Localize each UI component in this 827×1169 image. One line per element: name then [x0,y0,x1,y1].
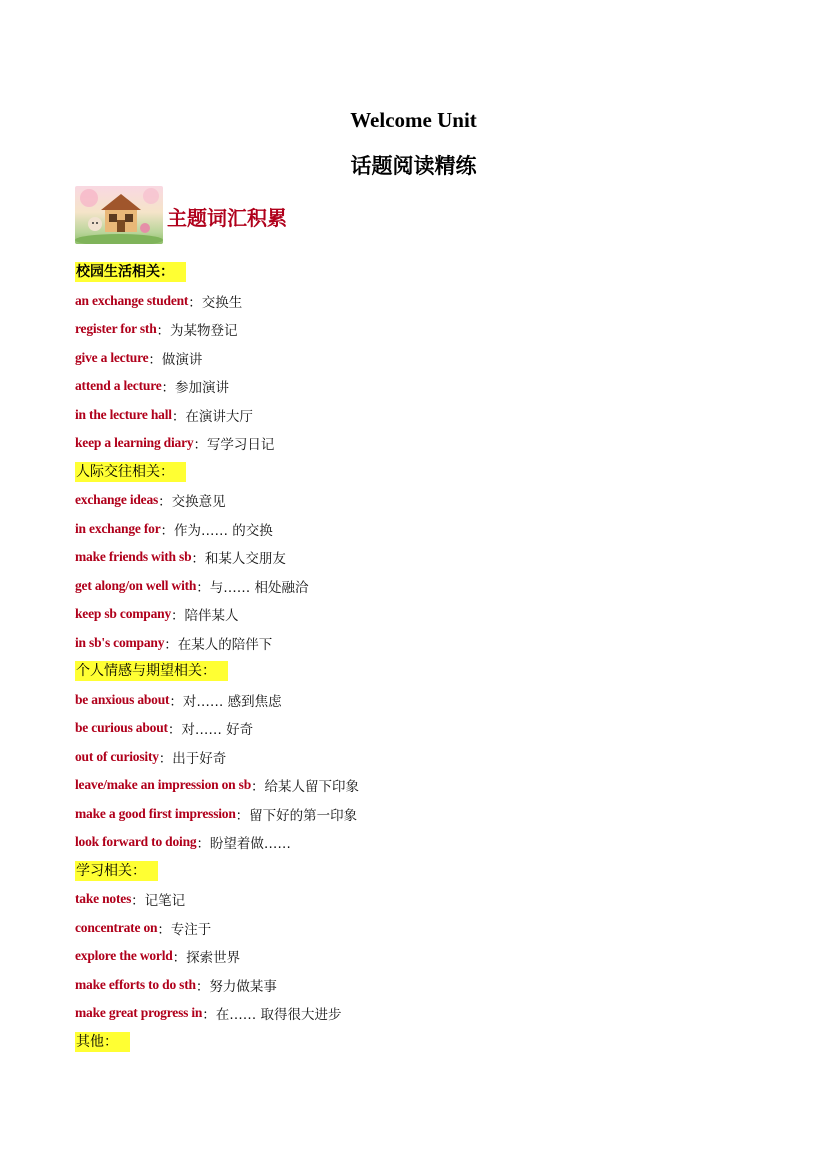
vocab-phrase: make efforts to do sth [75,976,196,992]
vocab-phrase: look forward to doing [75,834,197,850]
category-row [75,857,775,886]
vocab-phrase: out of curiosity [75,748,159,764]
vocab-phrase: explore the world [75,948,173,964]
vocab-item [75,401,775,430]
vocab-item [75,515,775,544]
vocab-meaning: ：在演讲大厅 [171,408,253,425]
vocab-meaning: ：交换生 [188,294,243,311]
vocab-phrase: in sb's company [75,634,165,650]
category-row [75,1028,775,1057]
vocab-phrase: exchange ideas [75,492,159,508]
vocab-item [75,572,775,601]
vocab-item [75,885,775,914]
vocab-item [75,287,775,316]
vocab-meaning: ：盼望着做…… [196,836,291,853]
vocab-meaning: ：做演讲 [148,351,203,368]
vocab-meaning: ：对…… 好奇 [167,722,254,739]
vocab-phrase: concentrate on [75,919,158,935]
vocab-phrase: make friends with sb [75,549,192,565]
vocab-item [75,372,775,401]
vocab-phrase: register for sth [75,321,157,337]
vocab-phrase: leave/make an impression on sb [75,777,252,793]
vocab-phrase: give a lecture [75,349,149,365]
vocab-meaning: ：专注于 [157,921,212,938]
vocab-item [75,629,775,658]
vocab-meaning: ：对…… 感到焦虑 [169,693,282,710]
vocab-item [75,344,775,373]
section-header [75,185,287,245]
category-label: 学习相关： [75,861,158,881]
vocab-phrase: attend a lecture [75,378,162,394]
cartoon-house-illustration-icon [75,186,163,244]
section-title: 主题词汇积累 [167,205,287,230]
vocab-meaning: ：给某人留下印象 [251,779,360,796]
document-title: Welcome Unit [350,108,477,132]
category-row [75,657,775,686]
vocab-meaning: ：与…… 相处融洽 [196,579,309,596]
category-row [75,258,775,287]
vocab-meaning: ：探索世界 [172,950,241,967]
vocab-meaning: ：出于好奇 [158,750,227,767]
vocab-meaning: ：写学习日记 [193,437,275,454]
vocab-phrase: make great progress in [75,1005,203,1021]
vocab-item [75,486,775,515]
vocab-meaning: ：和某人交朋友 [191,551,286,568]
vocab-meaning: ：为某物登记 [156,323,238,340]
vocab-meaning: ：记笔记 [131,893,186,910]
vocab-phrase: be anxious about [75,691,170,707]
vocab-phrase: be curious about [75,720,168,736]
vocab-phrase: keep sb company [75,606,172,622]
category-label: 个人情感与期望相关： [75,661,228,681]
category-label: 校园生活相关： [75,262,186,282]
vocab-item [75,600,775,629]
vocab-item [75,771,775,800]
document-subtitle: 话题阅读精练 [350,154,477,178]
vocabulary-list [75,258,775,1056]
vocab-meaning: ：努力做某事 [195,978,277,995]
category-label: 人际交往相关： [75,462,186,482]
vocab-phrase: take notes [75,891,132,907]
vocab-phrase: in the lecture hall [75,406,172,422]
vocab-item [75,971,775,1000]
vocab-item [75,714,775,743]
vocab-item [75,543,775,572]
vocab-phrase: keep a learning diary [75,435,194,451]
vocab-item [75,315,775,344]
category-row [75,458,775,487]
vocab-item [75,942,775,971]
vocab-item [75,743,775,772]
vocab-meaning: ：作为…… 的交换 [160,522,273,539]
vocab-phrase: get along/on well with [75,577,197,593]
vocab-meaning: ：在…… 取得很大进步 [202,1007,342,1024]
vocab-phrase: in exchange for [75,520,161,536]
vocab-item [75,429,775,458]
vocab-meaning: ：交换意见 [158,494,226,511]
vocab-meaning: ：留下好的第一印象 [235,807,358,824]
vocab-meaning: ：在某人的陪伴下 [164,636,273,653]
vocab-item [75,686,775,715]
vocab-item [75,999,775,1028]
vocab-item [75,800,775,829]
vocab-phrase: make a good first impression [75,805,236,821]
vocab-meaning: ：陪伴某人 [171,608,239,625]
vocab-item [75,828,775,857]
vocab-item [75,914,775,943]
category-label: 其他： [75,1032,130,1052]
vocab-phrase: an exchange student [75,292,189,308]
vocab-meaning: ：参加演讲 [161,380,230,397]
